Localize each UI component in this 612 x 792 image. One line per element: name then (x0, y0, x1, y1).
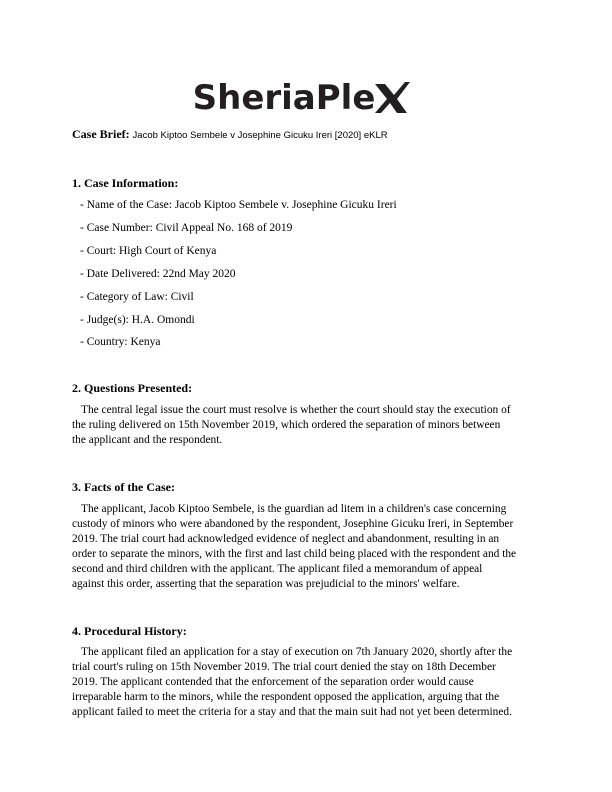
info-item-category: - Category of Law: Civil (80, 291, 194, 303)
paragraph-line: The central legal issue the court must resolve is whether the court should stay the execution of (81, 404, 511, 416)
history-paragraph (72, 645, 544, 720)
sheriaplex-logo (0, 76, 612, 120)
section-heading-facts: 3. Facts of the Case: (72, 480, 175, 494)
info-item-case-number: - Case Number: Civil Appeal No. 168 of 2019 (80, 222, 293, 234)
case-brief-label: Case Brief: (72, 127, 130, 141)
info-item-name: - Name of the Case: Jacob Kiptoo Sembele v. Josephine Gicuku Ireri (80, 199, 397, 211)
paragraph-line: The applicant filed an application for a stay of execution on 7th January 2020, shortly after the (81, 646, 513, 658)
paragraph-line: applicant failed to meet the criteria for a stay and that the main suit had not yet been determined. (72, 706, 512, 718)
section-heading-procedural-history: 4. Procedural History: (72, 624, 187, 638)
paragraph-line: the ruling delivered on 15th November 2019, which ordered the separation of minors between (72, 419, 501, 431)
info-item-judges: - Judge(s): H.A. Omondi (80, 314, 195, 326)
x-mark-logo-icon (373, 80, 411, 116)
logo-text: SheriaPle (192, 78, 376, 118)
paragraph-line: 2019. The applicant contended that the enforcement of the separation order would cause (72, 676, 474, 688)
paragraph-line: against this order, asserting that the separation was prejudicial to the minors' welfare. (72, 578, 460, 590)
paragraph-line: custody of minors who were abandoned by the respondent, Josephine Gicuku Ireri, in September (72, 518, 514, 530)
paragraph-line: trial court's ruling on 15th November 2019. The trial court denied the stay on 18th December (72, 661, 496, 673)
questions-paragraph (72, 403, 544, 448)
paragraph-line: second and third children with the applicant. The applicant filed a memorandum of appeal (72, 563, 483, 575)
paragraph-line: the applicant and the respondent. (72, 434, 223, 446)
section-heading-questions: 2. Questions Presented: (72, 381, 193, 395)
case-brief-line (72, 127, 388, 142)
paragraph-line: order to separate the minors, with the first and last child being placed with the respondent and the (72, 548, 517, 560)
paragraph-line: irreparable harm to the minors, while the respondent opposed the application, arguing that the (72, 691, 500, 703)
paragraph-line: 2019. The trial court had acknowledged evidence of neglect and abandonment, resulting in an (72, 533, 500, 545)
case-brief-title: Jacob Kiptoo Sembele v Josephine Gicuku Ireri [2020] eKLR (132, 130, 388, 141)
facts-paragraph (72, 502, 544, 592)
paragraph-line: The applicant, Jacob Kiptoo Sembele, is the guardian ad litem in a children's case concerning (81, 503, 507, 515)
info-item-court: - Court: High Court of Kenya (80, 245, 217, 257)
info-item-country: - Country: Kenya (80, 336, 161, 348)
section-heading-case-information: 1. Case Information: (72, 176, 179, 190)
info-item-date: - Date Delivered: 22nd May 2020 (80, 268, 236, 280)
